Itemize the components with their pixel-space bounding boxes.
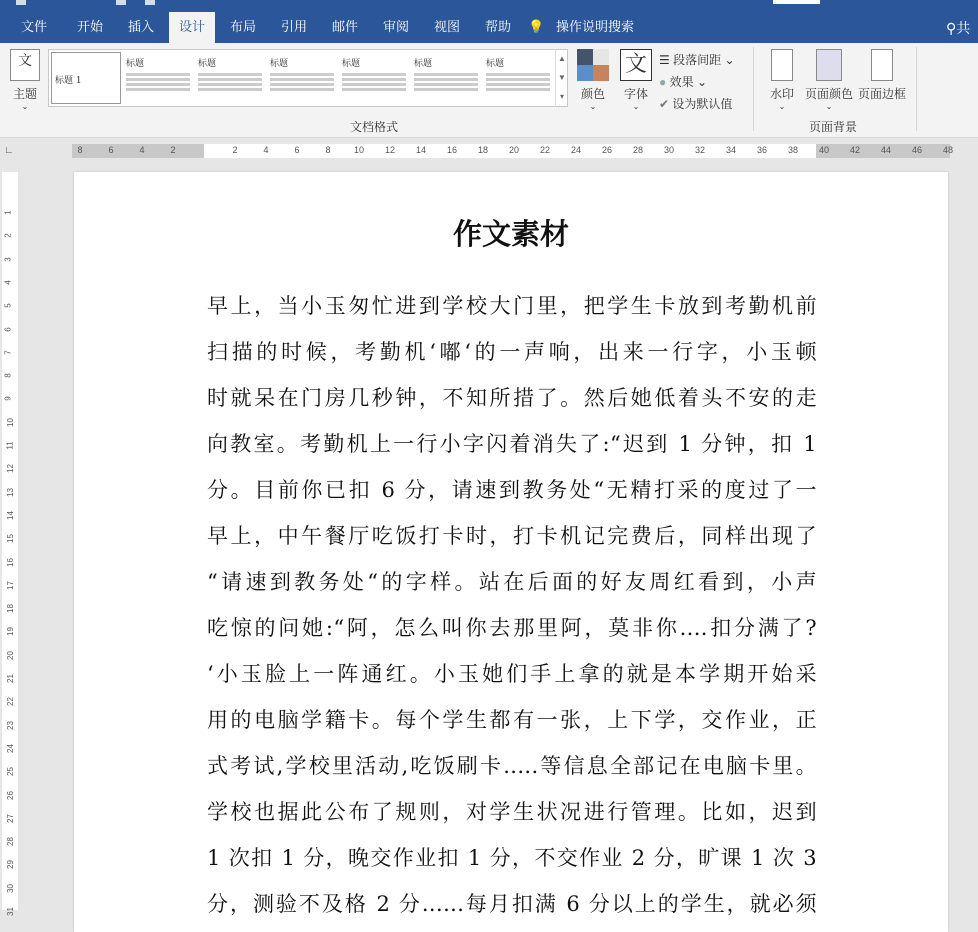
theme-icon: 文 [10,49,40,81]
ribbon [0,43,978,138]
horizontal-ruler[interactable] [72,144,954,158]
vruler-tick-label: 26 [5,790,15,800]
page-borders-button[interactable] [857,49,907,102]
check-icon: ✔ [659,97,670,111]
style-set-label: 标题 [414,59,433,69]
vruler-tick-label: 3 [3,256,13,262]
ruler-tick-label: 24 [570,145,582,155]
window-control[interactable] [773,0,820,4]
ruler-tick-label: 30 [663,145,675,155]
watermark-icon [771,49,793,81]
watermark-button[interactable]: 水印 ⌄ [766,49,798,111]
fonts-label: 字体 [623,87,648,101]
ruler-tick-label: 38 [787,145,799,155]
ruler-tick-label: 10 [353,145,365,155]
ruler-tick-label: 14 [415,145,427,155]
style-set-label: 标题 [486,59,505,69]
ruler-tick-label: 46 [911,145,923,155]
share-button[interactable] [946,18,970,38]
vruler-tick-label: 30 [5,883,15,893]
paragraph-line: 分，测验不及格 2 分......每月扣满 6 分以上的学生，就必须 [207,892,817,916]
style-set-item[interactable] [483,52,553,104]
style-set-item[interactable] [195,52,265,104]
vruler-tick-label: 6 [3,326,13,332]
tab-selector[interactable]: ∟ [4,145,14,156]
paragraph-line: 式考试,学校里活动,吃饭刷卡.....等信息全部记在电脑卡里。 [207,754,817,778]
vruler-tick-label: 31 [5,907,15,916]
effects-label: 效果 [669,75,694,89]
title-bar [0,0,978,12]
paragraph-line: 早上，当小玉匆忙进到学校大门里，把学生卡放到考勤机前 [207,294,817,318]
style-gallery [48,49,568,107]
set-default-button[interactable] [659,93,732,115]
vruler-tick-label: 16 [5,557,15,567]
paragraph-line: 分。目前你已扣 6 分，请速到教务处“无精打采的度过了一 [207,478,817,502]
page-background-group-label: 页面背景 [809,120,858,134]
style-set-label: 标题 [198,59,217,69]
ruler-tick-label: 4 [139,145,145,155]
tab-0[interactable]: 文件 [21,19,48,34]
paragraph-line: 向教室。考勤机上一行小字闪着消失了:“迟到 1 分钟，扣 1 [207,432,817,456]
vruler-tick-label: 22 [5,697,15,707]
effects-button[interactable]: ● 效果 ⌄ [659,75,707,89]
vruler-tick-label: 5 [3,303,13,308]
tab-6[interactable]: 邮件 [332,19,359,34]
tab-2[interactable]: 插入 [128,19,155,34]
vruler-tick-label: 17 [5,580,15,590]
divider [916,47,917,131]
ruler-tick-label: 36 [756,145,768,155]
ruler-tick-label: 28 [632,145,644,155]
vruler-tick-label: 8 [3,373,13,378]
page-color-label: 页面颜色 [804,87,853,101]
page-borders-label: 页面边框 [857,87,906,101]
paragraph-line: 1 次扣 1 分，晚交作业扣 1 分，不交作业 2 分，旷课 1 次 3 [207,846,817,870]
ruler-tick-label: 18 [477,145,489,155]
tab-4[interactable]: 布局 [230,19,257,34]
ruler-tick-label: 6 [294,145,300,155]
ruler-tick-label: 40 [818,145,830,155]
paragraph-line: 用的电脑学籍卡。每个学生都有一张，上下学，交作业，正 [207,708,817,732]
ruler-tick-label: 6 [108,145,114,155]
save-icon[interactable] [16,0,26,5]
tab-5[interactable]: 引用 [281,19,308,34]
colors-label: 颜色 [580,87,605,101]
themes-button[interactable]: 文 主题 ⌄ [8,49,42,111]
share-label: 共 [956,20,971,36]
paragraph-line: 吃惊的问她:“阿，怎么叫你去那里阿，莫非你....扣分满了? [207,616,817,640]
ruler-tick-label: 34 [725,145,737,155]
style-set-item[interactable] [123,52,193,104]
document-title: 作文素材 [452,217,569,251]
vruler-tick-label: 18 [5,604,15,614]
vruler-tick-label: 12 [5,464,15,474]
ruler-tick-label: 22 [539,145,551,155]
vruler-tick-label: 14 [5,510,15,520]
ruler-tick-label: 42 [849,145,861,155]
vruler-tick-label: 13 [5,487,15,497]
ruler-tick-label: 2 [170,145,176,155]
vruler-tick-label: 29 [5,860,15,870]
palette-icon [577,49,609,81]
vruler-tick-label: 9 [3,396,13,402]
style-set-label: 标题 [270,59,289,69]
paragraph-spacing-label: 段落间距 [673,53,722,67]
spacing-icon: ☰ [659,53,670,67]
doc-format-group-label: 文档格式 [350,120,399,134]
gallery-scroll[interactable]: ▲ ▼ ▾ [555,49,568,107]
effects-icon: ● [659,75,667,89]
style-set-label: 标题 1 [55,76,82,86]
style-set-item[interactable] [411,52,481,104]
vertical-ruler[interactable] [2,172,18,916]
ruler-tick-label: 4 [263,145,269,155]
ruler-tick-label: 20 [508,145,520,155]
ruler-tick-label: 26 [601,145,613,155]
vruler-tick-label: 24 [5,743,15,753]
vruler-tick-label: 23 [5,720,15,730]
vruler-tick-label: 4 [3,280,13,285]
style-set-item[interactable] [267,52,337,104]
ruler-tick-label: 12 [384,145,396,155]
paragraph-line: 时就呆在门房几秒钟，不知所措了。然后她低着头不安的走 [207,386,817,410]
set-default-label: 设为默认值 [672,97,733,111]
paint-bucket-icon [816,49,842,81]
document-page[interactable] [74,172,948,932]
tab-1[interactable]: 开始 [77,19,104,34]
vruler-tick-label: 27 [5,813,15,823]
ruler-tick-label: 32 [694,145,706,155]
ribbon-tabs [0,12,978,43]
open-icon[interactable] [145,0,155,5]
style-set-item[interactable] [339,52,409,104]
vruler-tick-label: 28 [5,837,15,847]
paragraph-line: “请速到教务处“的字样。站在后面的好友周红看到，小声 [207,570,817,594]
colors-button[interactable]: 颜色 ⌄ [576,49,610,111]
vruler-tick-label: 7 [3,350,13,355]
ruler-tick-label: 44 [880,145,892,155]
paragraph-line: ‘小玉脸上一阵通红。小玉她们手上拿的就是本学期开始采 [207,662,817,686]
style-set-label: 标题 [126,59,145,69]
divider [753,47,754,131]
ruler-tick-label: 16 [446,145,458,155]
fonts-button[interactable]: 文 字体 ⌄ [619,49,653,111]
ruler-tick-label: 48 [942,145,954,155]
paragraph-spacing-button[interactable]: ☰ 段落间距 ⌄ [659,53,735,67]
vruler-tick-label: 11 [5,441,15,450]
new-doc-icon[interactable] [116,0,126,5]
page-color-button[interactable]: 页面颜色 ⌄ [804,49,854,111]
vruler-tick-label: 10 [5,417,15,427]
tab-9[interactable]: 帮助 [485,19,512,34]
paragraph-line: 扫描的时候，考勤机‘嘟‘的一声响，出来一行字，小玉顿 [207,340,817,364]
vruler-tick-label: 1 [3,210,13,215]
person-icon: ⚲ [946,20,957,36]
paragraph-line: 学校也据此公布了规则，对学生状况进行管理。比如，迟到 [207,800,817,824]
ruler-tick-label: 8 [77,145,83,155]
tab-3[interactable]: 设计 [169,12,215,43]
paragraph-line: 早上，中午餐厅吃饭打卡时，打卡机记完费后，同样出现了 [207,524,817,548]
vruler-tick-label: 25 [5,767,15,777]
tab-8[interactable]: 视图 [434,19,461,34]
ruler-tick-label: 8 [325,145,331,155]
style-set-label: 标题 [342,59,361,69]
vruler-tick-label: 19 [5,627,15,637]
vruler-tick-label: 21 [5,674,15,683]
themes-label: 主题 [12,87,37,101]
font-icon: 文 [620,49,652,81]
vruler-tick-label: 20 [5,650,15,660]
style-set-item[interactable] [51,52,121,104]
ruler-tick-label: 2 [232,145,238,155]
vruler-tick-label: 15 [5,534,15,544]
search-box[interactable]: 操作说明搜索 [556,19,635,34]
page-border-icon [871,49,893,81]
watermark-label: 水印 [769,87,794,101]
vruler-tick-label: 2 [3,233,13,239]
lightbulb-icon: 💡 [528,19,545,34]
tab-7[interactable]: 审阅 [383,19,410,34]
